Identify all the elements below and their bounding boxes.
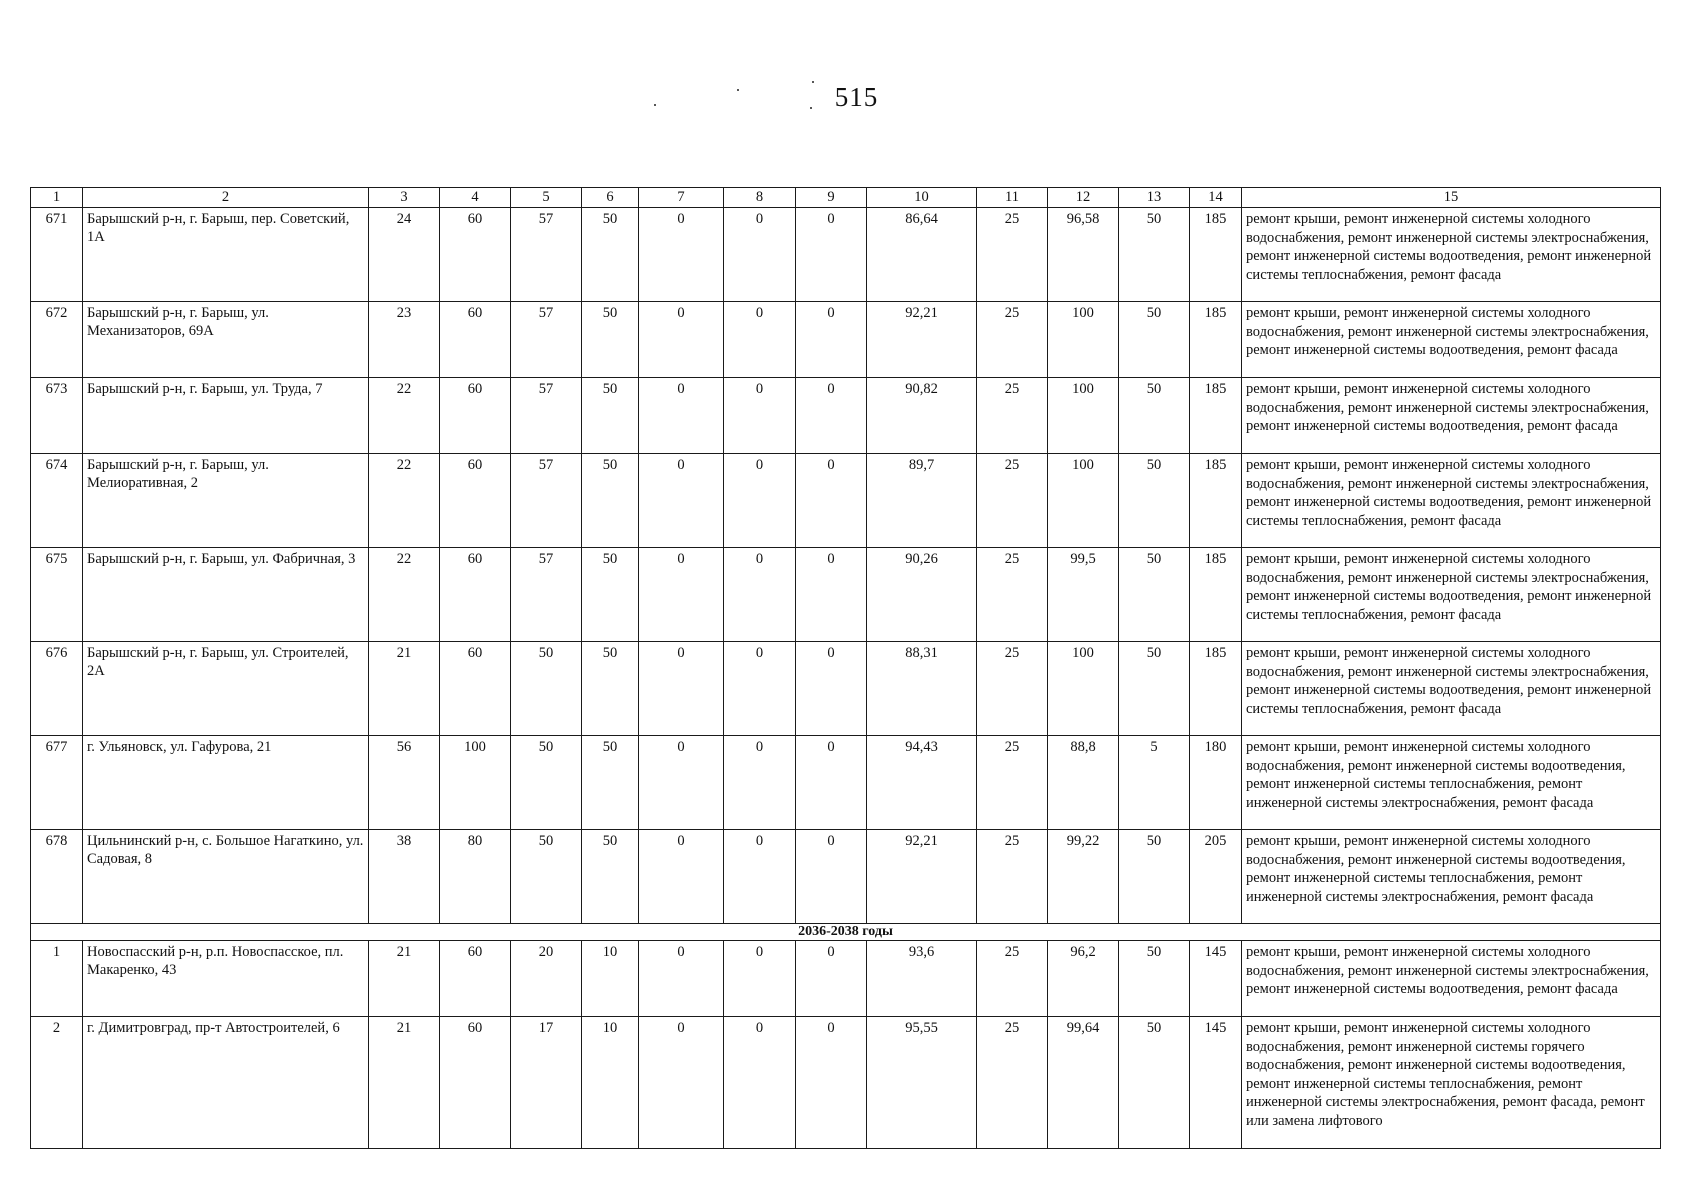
column-header: 12 xyxy=(1048,188,1119,208)
value-cell: 96,2 xyxy=(1048,941,1119,1017)
value-cell: 0 xyxy=(639,1017,724,1149)
works-cell: ремонт крыши, ремонт инженерной системы холодного водоснабжения, ремонт инженерной системы водоотведения, ремонт инженерной системы теплоснабжения, ремонт инженерной системы электроснабжения, ремонт фасада xyxy=(1242,736,1661,830)
value-cell: 25 xyxy=(977,378,1048,454)
value-cell: 21 xyxy=(369,1017,440,1149)
value-cell: 0 xyxy=(639,830,724,924)
value-cell: 57 xyxy=(511,208,582,302)
value-cell: 60 xyxy=(440,941,511,1017)
value-cell: 17 xyxy=(511,1017,582,1149)
value-cell: 90,26 xyxy=(867,548,977,642)
value-cell: 0 xyxy=(796,208,867,302)
section-row xyxy=(31,924,1661,941)
address-cell: Барышский р-н, г. Барыш, ул. Труда, 7 xyxy=(83,378,369,454)
table-row xyxy=(31,941,1661,1017)
scan-speck xyxy=(810,107,812,109)
value-cell: 57 xyxy=(511,548,582,642)
row-number: 678 xyxy=(31,830,83,924)
value-cell: 185 xyxy=(1190,642,1242,736)
row-number: 674 xyxy=(31,454,83,548)
value-cell: 145 xyxy=(1190,941,1242,1017)
value-cell: 0 xyxy=(796,454,867,548)
column-header: 10 xyxy=(867,188,977,208)
value-cell: 99,64 xyxy=(1048,1017,1119,1149)
column-header: 13 xyxy=(1119,188,1190,208)
row-number: 1 xyxy=(31,941,83,1017)
value-cell: 21 xyxy=(369,941,440,1017)
value-cell: 100 xyxy=(1048,378,1119,454)
value-cell: 88,8 xyxy=(1048,736,1119,830)
row-number: 676 xyxy=(31,642,83,736)
address-cell: г. Ульяновск, ул. Гафурова, 21 xyxy=(83,736,369,830)
value-cell: 0 xyxy=(724,830,796,924)
table-row xyxy=(31,830,1661,924)
address-cell: г. Димитровград, пр-т Автостроителей, 6 xyxy=(83,1017,369,1149)
value-cell: 92,21 xyxy=(867,302,977,378)
column-header: 7 xyxy=(639,188,724,208)
column-number-row xyxy=(31,188,1661,208)
works-cell: ремонт крыши, ремонт инженерной системы холодного водоснабжения, ремонт инженерной системы горячего водоснабжения, ремонт инженерной системы водоотведения, ремонт инженерной системы теплоснабжения, ремонт инженерной системы электроснабжения, ремонт фасада, ремонт или замена лифтового xyxy=(1242,1017,1661,1149)
value-cell: 0 xyxy=(796,941,867,1017)
value-cell: 25 xyxy=(977,1017,1048,1149)
value-cell: 96,58 xyxy=(1048,208,1119,302)
value-cell: 180 xyxy=(1190,736,1242,830)
column-header: 5 xyxy=(511,188,582,208)
value-cell: 60 xyxy=(440,378,511,454)
value-cell: 20 xyxy=(511,941,582,1017)
value-cell: 0 xyxy=(724,642,796,736)
table-header xyxy=(31,188,1661,208)
value-cell: 89,7 xyxy=(867,454,977,548)
column-header: 1 xyxy=(31,188,83,208)
value-cell: 99,22 xyxy=(1048,830,1119,924)
value-cell: 86,64 xyxy=(867,208,977,302)
value-cell: 60 xyxy=(440,454,511,548)
value-cell: 25 xyxy=(977,736,1048,830)
column-header: 14 xyxy=(1190,188,1242,208)
value-cell: 0 xyxy=(639,208,724,302)
works-cell: ремонт крыши, ремонт инженерной системы холодного водоснабжения, ремонт инженерной системы водоотведения, ремонт инженерной системы теплоснабжения, ремонт инженерной системы электроснабжения, ремонт фасада xyxy=(1242,830,1661,924)
value-cell: 57 xyxy=(511,302,582,378)
value-cell: 22 xyxy=(369,454,440,548)
value-cell: 185 xyxy=(1190,208,1242,302)
value-cell: 10 xyxy=(582,941,639,1017)
value-cell: 5 xyxy=(1119,736,1190,830)
table-body xyxy=(31,208,1661,1149)
column-header: 4 xyxy=(440,188,511,208)
value-cell: 100 xyxy=(440,736,511,830)
value-cell: 0 xyxy=(796,642,867,736)
table-row xyxy=(31,642,1661,736)
value-cell: 50 xyxy=(582,736,639,830)
value-cell: 205 xyxy=(1190,830,1242,924)
value-cell: 25 xyxy=(977,642,1048,736)
value-cell: 0 xyxy=(724,1017,796,1149)
value-cell: 0 xyxy=(724,548,796,642)
value-cell: 24 xyxy=(369,208,440,302)
table-row xyxy=(31,1017,1661,1149)
column-header: 6 xyxy=(582,188,639,208)
value-cell: 0 xyxy=(724,941,796,1017)
scan-speck xyxy=(654,104,656,106)
value-cell: 145 xyxy=(1190,1017,1242,1149)
value-cell: 50 xyxy=(1119,454,1190,548)
value-cell: 50 xyxy=(511,736,582,830)
value-cell: 0 xyxy=(724,378,796,454)
value-cell: 185 xyxy=(1190,548,1242,642)
table-row xyxy=(31,302,1661,378)
value-cell: 57 xyxy=(511,454,582,548)
value-cell: 185 xyxy=(1190,302,1242,378)
value-cell: 50 xyxy=(582,642,639,736)
row-number: 672 xyxy=(31,302,83,378)
value-cell: 21 xyxy=(369,642,440,736)
value-cell: 93,6 xyxy=(867,941,977,1017)
value-cell: 60 xyxy=(440,548,511,642)
works-cell: ремонт крыши, ремонт инженерной системы холодного водоснабжения, ремонт инженерной системы электроснабжения, ремонт инженерной системы водоотведения, ремонт фасада xyxy=(1242,378,1661,454)
column-header: 9 xyxy=(796,188,867,208)
value-cell: 25 xyxy=(977,208,1048,302)
value-cell: 50 xyxy=(511,642,582,736)
value-cell: 57 xyxy=(511,378,582,454)
works-cell: ремонт крыши, ремонт инженерной системы холодного водоснабжения, ремонт инженерной системы электроснабжения, ремонт инженерной системы водоотведения, ремонт фасада xyxy=(1242,302,1661,378)
value-cell: 60 xyxy=(440,642,511,736)
address-cell: Барышский р-н, г. Барыш, ул. Строителей, 2А xyxy=(83,642,369,736)
table-row xyxy=(31,378,1661,454)
works-cell: ремонт крыши, ремонт инженерной системы холодного водоснабжения, ремонт инженерной системы электроснабжения, ремонт инженерной системы водоотведения, ремонт инженерной системы теплоснабжения, ремонт фасада xyxy=(1242,454,1661,548)
address-cell: Барышский р-н, г. Барыш, ул. Мелиоративная, 2 xyxy=(83,454,369,548)
value-cell: 95,55 xyxy=(867,1017,977,1149)
table-row xyxy=(31,548,1661,642)
works-cell: ремонт крыши, ремонт инженерной системы холодного водоснабжения, ремонт инженерной системы электроснабжения, ремонт инженерной системы водоотведения, ремонт инженерной системы теплоснабжения, ремонт фасада xyxy=(1242,642,1661,736)
works-cell: ремонт крыши, ремонт инженерной системы холодного водоснабжения, ремонт инженерной системы электроснабжения, ремонт инженерной системы водоотведения, ремонт инженерной системы теплоснабжения, ремонт фасада xyxy=(1242,208,1661,302)
address-cell: Барышский р-н, г. Барыш, ул. Фабричная, 3 xyxy=(83,548,369,642)
value-cell: 50 xyxy=(1119,302,1190,378)
column-header: 2 xyxy=(83,188,369,208)
value-cell: 23 xyxy=(369,302,440,378)
row-number: 673 xyxy=(31,378,83,454)
value-cell: 0 xyxy=(724,302,796,378)
value-cell: 80 xyxy=(440,830,511,924)
value-cell: 0 xyxy=(639,378,724,454)
works-cell: ремонт крыши, ремонт инженерной системы холодного водоснабжения, ремонт инженерной системы электроснабжения, ремонт инженерной системы водоотведения, ремонт фасада xyxy=(1242,941,1661,1017)
value-cell: 0 xyxy=(796,736,867,830)
value-cell: 50 xyxy=(1119,208,1190,302)
value-cell: 0 xyxy=(796,302,867,378)
value-cell: 99,5 xyxy=(1048,548,1119,642)
repair-schedule-table xyxy=(30,187,1661,1149)
value-cell: 0 xyxy=(639,454,724,548)
page-number: 515 xyxy=(834,82,879,112)
table-row xyxy=(31,736,1661,830)
value-cell: 10 xyxy=(582,1017,639,1149)
value-cell: 185 xyxy=(1190,378,1242,454)
value-cell: 0 xyxy=(639,302,724,378)
row-number: 675 xyxy=(31,548,83,642)
value-cell: 56 xyxy=(369,736,440,830)
address-cell: Барышский р-н, г. Барыш, пер. Советский, 1А xyxy=(83,208,369,302)
row-number: 677 xyxy=(31,736,83,830)
value-cell: 50 xyxy=(511,830,582,924)
value-cell: 185 xyxy=(1190,454,1242,548)
value-cell: 0 xyxy=(639,736,724,830)
value-cell: 50 xyxy=(1119,642,1190,736)
value-cell: 50 xyxy=(1119,548,1190,642)
value-cell: 94,43 xyxy=(867,736,977,830)
value-cell: 25 xyxy=(977,454,1048,548)
value-cell: 0 xyxy=(724,736,796,830)
column-header: 15 xyxy=(1242,188,1661,208)
address-cell: Новоспасский р-н, р.п. Новоспасское, пл. Макаренко, 43 xyxy=(83,941,369,1017)
value-cell: 25 xyxy=(977,830,1048,924)
value-cell: 50 xyxy=(1119,1017,1190,1149)
value-cell: 50 xyxy=(1119,378,1190,454)
value-cell: 60 xyxy=(440,302,511,378)
value-cell: 25 xyxy=(977,302,1048,378)
value-cell: 50 xyxy=(582,302,639,378)
row-number: 671 xyxy=(31,208,83,302)
value-cell: 100 xyxy=(1048,302,1119,378)
value-cell: 0 xyxy=(796,378,867,454)
address-cell: Цильнинский р-н, с. Большое Нагаткино, ул. Садовая, 8 xyxy=(83,830,369,924)
value-cell: 92,21 xyxy=(867,830,977,924)
address-cell: Барышский р-н, г. Барыш, ул. Механизаторов, 69А xyxy=(83,302,369,378)
value-cell: 100 xyxy=(1048,454,1119,548)
value-cell: 50 xyxy=(582,548,639,642)
value-cell: 90,82 xyxy=(867,378,977,454)
table-row xyxy=(31,454,1661,548)
value-cell: 0 xyxy=(796,1017,867,1149)
value-cell: 100 xyxy=(1048,642,1119,736)
value-cell: 38 xyxy=(369,830,440,924)
value-cell: 22 xyxy=(369,378,440,454)
row-number: 2 xyxy=(31,1017,83,1149)
column-header: 8 xyxy=(724,188,796,208)
column-header: 3 xyxy=(369,188,440,208)
value-cell: 25 xyxy=(977,941,1048,1017)
value-cell: 0 xyxy=(639,642,724,736)
section-title: 2036-2038 годы xyxy=(31,924,1661,941)
column-header: 11 xyxy=(977,188,1048,208)
table-row xyxy=(31,208,1661,302)
value-cell: 0 xyxy=(639,941,724,1017)
value-cell: 0 xyxy=(724,208,796,302)
scan-speck xyxy=(737,89,739,91)
value-cell: 0 xyxy=(639,548,724,642)
value-cell: 60 xyxy=(440,1017,511,1149)
value-cell: 0 xyxy=(796,830,867,924)
value-cell: 50 xyxy=(582,378,639,454)
scan-speck xyxy=(812,81,814,83)
value-cell: 88,31 xyxy=(867,642,977,736)
value-cell: 50 xyxy=(1119,941,1190,1017)
value-cell: 22 xyxy=(369,548,440,642)
works-cell: ремонт крыши, ремонт инженерной системы холодного водоснабжения, ремонт инженерной системы электроснабжения, ремонт инженерной системы водоотведения, ремонт инженерной системы теплоснабжения, ремонт фасада xyxy=(1242,548,1661,642)
value-cell: 50 xyxy=(582,830,639,924)
value-cell: 25 xyxy=(977,548,1048,642)
value-cell: 0 xyxy=(724,454,796,548)
value-cell: 0 xyxy=(796,548,867,642)
value-cell: 50 xyxy=(582,208,639,302)
value-cell: 60 xyxy=(440,208,511,302)
value-cell: 50 xyxy=(1119,830,1190,924)
value-cell: 50 xyxy=(582,454,639,548)
